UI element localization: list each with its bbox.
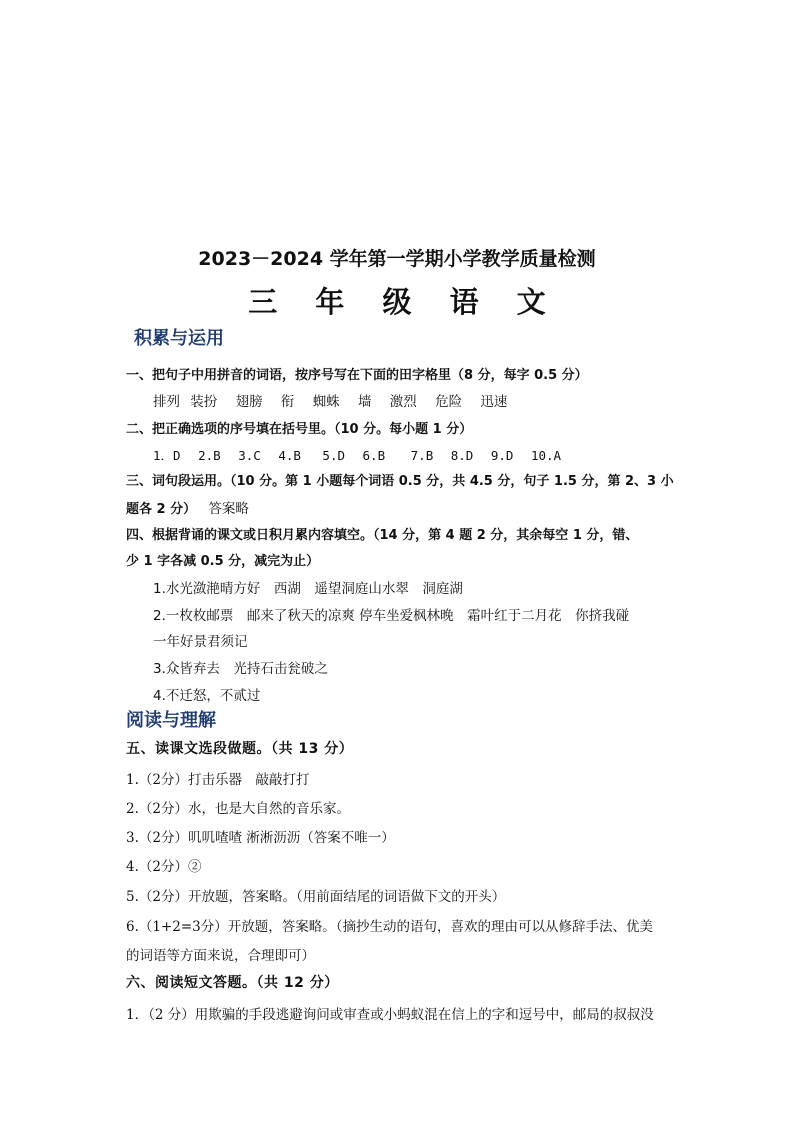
q6-answer-1: 1．（2 分）用欺骗的手段逃避询问或审查或小蚂蚁混在信上的字和逗号中，邮局的叔叔没 [126,1007,654,1023]
q5-answer-5: 5.（2分）开放题，答案略。（用前面结尾的词语做下文的开头） [126,889,506,905]
q1-word: 危险 [435,394,463,410]
q4-answer-2: 2.一枚枚邮票 邮来了秋天的凉爽 停车坐爱枫林晚 霜叶红于二月花 你挤我碰 [153,608,630,624]
q2-answer: 2.B [198,448,221,463]
q1-title: 一、把句子中用拼音的词语，按序号写在下面的田字格里（8 分，每字 0.5 分） [126,368,588,383]
q2-answer: 7.B [410,448,434,463]
q1-word: 排列 [153,394,180,410]
q1-word: 蜘蛛 [312,394,340,410]
q5-answer-2: 2.（2分）水，也是大自然的音乐家。 [126,801,350,817]
q2-answer: 5.D [322,448,345,463]
q5-answer-6-continued: 的词语等方面来说，合理即可） [126,948,315,964]
q1-word: 翅膀 [235,394,263,410]
q2-answer: 3.C [238,448,261,463]
q2-answer-list [153,446,561,464]
q5-answer-4: 4.（2分）② [126,859,202,875]
q4-answer-4: 4.不迁怒，不贰过 [153,688,261,704]
q2-answer: 10.A [530,448,562,463]
section-heading-accumulation: 积累与运用 [134,328,224,349]
q4-answer-3: 3.众皆弃去 光持石击瓮破之 [153,661,328,677]
q3-answer: 答案略 [208,501,249,517]
q2-answer: 9.D [490,448,514,463]
q5-title: 五、读课文选段做题。（共 13 分） [126,741,354,757]
q5-answer-6: 6.（1+2=3分）开放题，答案略。（摘抄生动的语句，喜欢的理由可以从修辞手法、优美 [126,919,654,935]
q1-word: 迅速 [480,394,508,410]
q4-answer-1: 1.水光潋滟晴方好 西湖 遥望洞庭山水翠 洞庭湖 [153,581,463,597]
q2-answer: 6.B [362,448,386,463]
q1-word: 衔 [280,394,295,410]
q3-title-line2: 题各 2 分） [126,502,197,517]
q4-title-line2: 少 1 字各减 0.5 分，减完为止） [126,554,320,569]
q2-answer: 8.D [450,448,474,463]
q2-answer: 1．D [153,448,181,463]
q1-word: 墙 [357,394,372,410]
q5-answer-3: 3.（2分）叽叽喳喳 淅淅沥沥（答案不唯一） [126,830,395,846]
q3-title-line2-wrap [126,497,249,517]
q1-word-list [153,390,507,410]
section-heading-reading: 阅读与理解 [126,710,216,731]
q5-answer-1: 1.（2分）打击乐器 敲敲打打 [126,772,310,788]
q4-title-line1: 四、根据背诵的课文或日积月累内容填空。（14 分，第 4 题 2 分，其余每空 1 分，错、 [126,528,639,543]
q2-answer: 4.B [278,448,301,463]
q4-answer-2-continued: 一年好景君须记 [153,634,248,650]
q2-title: 二、把正确选项的序号填在括号里。（10 分。每小题 1 分） [126,422,473,437]
q6-title: 六、阅读短文答题。（共 12 分） [126,975,339,991]
exam-title: 2023－2024 学年第一学期小学教学质量检测 [198,248,596,270]
q3-title-line1: 三、词句段运用。（10 分。第 1 小题每个词语 0.5 分，共 4.5 分，句子 1.5 分，第 2、3 小 [126,474,674,489]
exam-subject: 三 年 级 语 文 [248,285,560,319]
q1-word: 装扮 [190,394,218,410]
q1-word: 激烈 [389,394,417,410]
